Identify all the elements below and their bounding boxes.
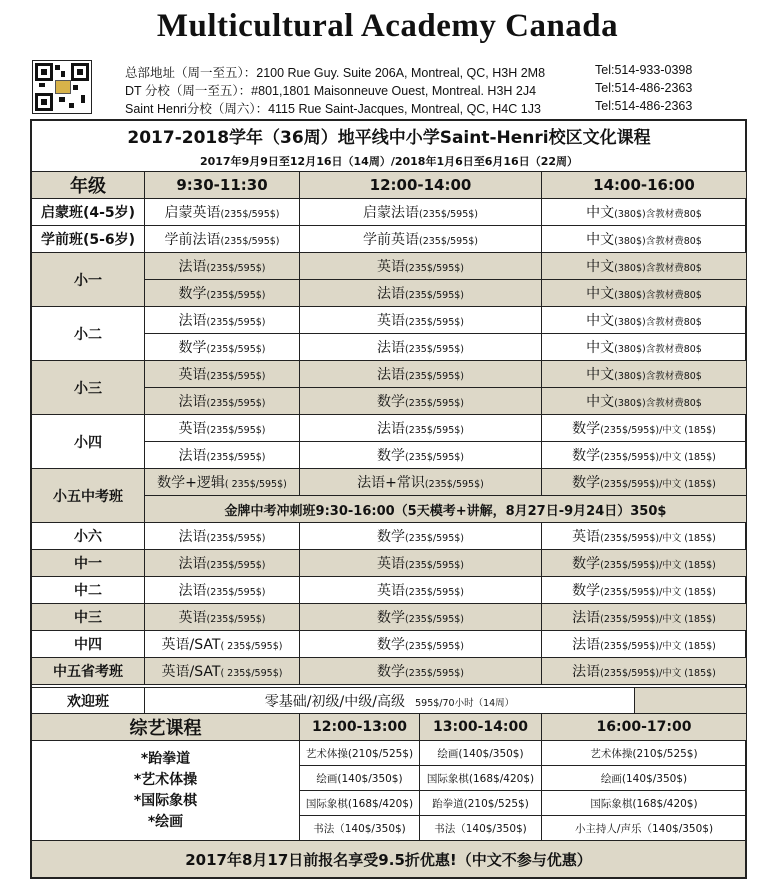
- address-tel: Tel:514-933-0398: [595, 63, 693, 77]
- course-cell: 法语+常识(235$/595$): [300, 469, 542, 496]
- grade-cell: 欢迎班: [32, 688, 145, 714]
- course-cell: 法语(235$/595$)/中文 (185$): [542, 658, 747, 685]
- arts-time-1: 12:00-13:00: [300, 714, 420, 741]
- course-cell: 数学(235$/595$): [300, 631, 542, 658]
- table-row: [32, 361, 747, 388]
- course-cell: 学前法语(235$/595$): [145, 226, 300, 253]
- course-cell: 数学(235$/595$): [300, 604, 542, 631]
- table-row: [32, 307, 747, 334]
- arts-table: [31, 713, 747, 841]
- course-cell: 法语(235$/595$)/中文 (185$): [542, 631, 747, 658]
- arts-cell: 国际象棋(168$/420$): [542, 791, 747, 816]
- schedule-table: [31, 120, 747, 685]
- arts-cell: 绘画(140$/350$): [300, 766, 420, 791]
- course-cell: 数学+逻辑( 235$/595$): [145, 469, 300, 496]
- grade-cell: 小二: [32, 307, 145, 361]
- arts-cell: 书法（140$/350$): [300, 816, 420, 841]
- course-cell: 英语/SAT( 235$/595$): [145, 631, 300, 658]
- qr-code-icon: [32, 60, 92, 114]
- course-cell: 英语(235$/595$): [145, 604, 300, 631]
- empty-cell: [635, 688, 747, 714]
- address-headquarters: [125, 63, 693, 81]
- course-cell: 中文(380$)含教材费80$: [542, 253, 747, 280]
- gold-exam-sprint-class: 金牌中考冲刺班9:30-16:00（5天模考+讲解，8月27日-9月24日）350$: [145, 496, 747, 523]
- course-cell: 启蒙英语(235$/595$): [145, 199, 300, 226]
- arts-cell: 书法（140$/350$): [420, 816, 542, 841]
- course-cell: 数学(235$/595$)/中文 (185$): [542, 442, 747, 469]
- grade-cell: 中四: [32, 631, 145, 658]
- grade-cell: 小五中考班: [32, 469, 145, 523]
- grade-cell: 中三: [32, 604, 145, 631]
- course-cell: 中文(380$)含教材费80$: [542, 226, 747, 253]
- welcome-class-row: [31, 687, 747, 714]
- arts-time-3: 16:00-17:00: [542, 714, 747, 741]
- grade-cell: 中一: [32, 550, 145, 577]
- course-cell: 法语(235$/595$): [145, 307, 300, 334]
- arts-course-list: [32, 741, 300, 841]
- course-cell: 中文(380$)含教材费80$: [542, 361, 747, 388]
- grade-cell: 小三: [32, 361, 145, 415]
- course-cell: 法语(235$/595$): [145, 442, 300, 469]
- course-cell: 英语(235$/595$): [300, 577, 542, 604]
- course-cell: 数学(235$/595$): [300, 523, 542, 550]
- course-cell: 法语(235$/595$): [300, 361, 542, 388]
- table-row: [32, 199, 747, 226]
- header-slot-2: 12:00-14:00: [300, 172, 542, 199]
- course-cell: 法语(235$/595$)/中文 (185$): [542, 604, 747, 631]
- course-cell: 英语(235$/595$): [145, 415, 300, 442]
- welcome-class-info: 零基础/初级/中级/高级 595$/70小时（14周）: [145, 688, 635, 714]
- course-cell: 法语(235$/595$): [145, 388, 300, 415]
- table-row: [32, 741, 747, 766]
- course-cell: 数学(235$/595$)/中文 (185$): [542, 550, 747, 577]
- table-row: [32, 550, 747, 577]
- grade-cell: 小四: [32, 415, 145, 469]
- address-tel: Tel:514-486-2363: [595, 99, 693, 113]
- header-grade: 年级: [32, 172, 145, 199]
- arts-cell: 国际象棋(168$/420$): [300, 791, 420, 816]
- list-item: *绘画: [147, 813, 184, 830]
- header-slot-1: 9:30-11:30: [145, 172, 300, 199]
- grade-cell: 中二: [32, 577, 145, 604]
- course-cell: 数学(235$/595$): [145, 334, 300, 361]
- course-cell: 数学(235$/595$)/中文 (185$): [542, 415, 747, 442]
- promo-footer: [31, 840, 746, 878]
- course-cell: 英语(235$/595$): [145, 361, 300, 388]
- arts-header-row: [32, 714, 747, 741]
- table-row: [32, 523, 747, 550]
- grade-cell: 小一: [32, 253, 145, 307]
- schedule-title: 2017-2018学年（36周）地平线中小学Saint-Henri校区文化课程: [32, 121, 747, 151]
- arts-cell: 国际象棋(168$/420$): [420, 766, 542, 791]
- arts-time-2: 13:00-14:00: [420, 714, 542, 741]
- course-cell: 法语(235$/595$): [145, 253, 300, 280]
- schedule-header-row: [32, 172, 747, 199]
- course-cell: 数学(235$/595$)/中文 (185$): [542, 469, 747, 496]
- course-cell: 启蒙法语(235$/595$): [300, 199, 542, 226]
- address-text: Saint Henri分校（周六）：4115 Rue Saint-Jacques, Montreal, QC, H4C 1J3: [125, 102, 541, 116]
- course-cell: 法语(235$/595$): [300, 334, 542, 361]
- header-slot-3: 14:00-16:00: [542, 172, 747, 199]
- grade-cell: 小六: [32, 523, 145, 550]
- address-downtown: [125, 81, 693, 99]
- arts-cell: 艺术体操(210$/525$): [300, 741, 420, 766]
- grade-cell: 学前班(5-6岁): [32, 226, 145, 253]
- course-cell: 英语(235$/595$): [300, 253, 542, 280]
- course-cell: 学前英语(235$/595$): [300, 226, 542, 253]
- arts-title: 综艺课程: [32, 714, 300, 741]
- schedule-subtitle: 2017年9月9日至12月16日（14周）/2018年1月6日至6月16日（22周）: [32, 151, 747, 172]
- list-item: *跆拳道: [140, 750, 191, 767]
- course-cell: 数学(235$/595$): [145, 280, 300, 307]
- table-row: [32, 415, 747, 442]
- academy-title: Multicultural Academy Canada: [156, 8, 619, 44]
- course-cell: 法语(235$/595$): [300, 280, 542, 307]
- grade-cell: 中五省考班: [32, 658, 145, 685]
- course-cell: 中文(380$)含教材费80$: [542, 388, 747, 415]
- promo-text: 2017年8月17日前报名享受9.5折优惠!（中文不参与优惠）: [32, 841, 746, 878]
- course-cell: 法语(235$/595$): [145, 550, 300, 577]
- course-cell: 英语(235$/595$): [300, 307, 542, 334]
- arts-cell: 小主持人/声乐（140$/350$): [542, 816, 747, 841]
- course-cell: 英语(235$/595$): [300, 550, 542, 577]
- table-row: [32, 604, 747, 631]
- arts-cell: 绘画(140$/350$): [420, 741, 542, 766]
- course-cell: 中文(380$)含教材费80$: [542, 334, 747, 361]
- course-cell: 中文(380$)含教材费80$: [542, 280, 747, 307]
- table-row: [32, 658, 747, 685]
- grade-cell: 启蒙班(4-5岁): [32, 199, 145, 226]
- course-cell: 数学(235$/595$)/中文 (185$): [542, 577, 747, 604]
- course-cell: 数学(235$/595$): [300, 658, 542, 685]
- table-row: [32, 577, 747, 604]
- arts-cell: 艺术体操(210$/525$): [542, 741, 747, 766]
- course-cell: 中文(380$)含教材费80$: [542, 199, 747, 226]
- list-item: *艺术体操: [133, 771, 198, 788]
- address-tel: Tel:514-486-2363: [595, 81, 693, 95]
- table-row: [32, 253, 747, 280]
- course-cell: 法语(235$/595$): [145, 577, 300, 604]
- list-item: *国际象棋: [133, 792, 198, 809]
- course-cell: 英语/SAT( 235$/595$): [145, 658, 300, 685]
- course-cell: 数学(235$/595$): [300, 442, 542, 469]
- arts-cell: 绘画(140$/350$): [542, 766, 747, 791]
- address-text: DT 分校（周一至五）：#801,1801 Maisonneuve Ouest, Montreal. H3H 2J4: [125, 84, 537, 98]
- course-cell: 数学(235$/595$): [300, 388, 542, 415]
- course-cell: 英语(235$/595$)/中文 (185$): [542, 523, 747, 550]
- table-row: [32, 226, 747, 253]
- table-row: [32, 631, 747, 658]
- course-cell: 中文(380$)含教材费80$: [542, 307, 747, 334]
- address-text: 总部地址（周一至五）：2100 Rue Guy. Suite 206A, Montreal, QC, H3H 2M8: [125, 66, 546, 80]
- table-row: [32, 469, 747, 496]
- course-cell: 法语(235$/595$): [145, 523, 300, 550]
- arts-cell: 跆拳道(210$/525$): [420, 791, 542, 816]
- address-saint-henri: [125, 99, 693, 117]
- course-cell: 法语(235$/595$): [300, 415, 542, 442]
